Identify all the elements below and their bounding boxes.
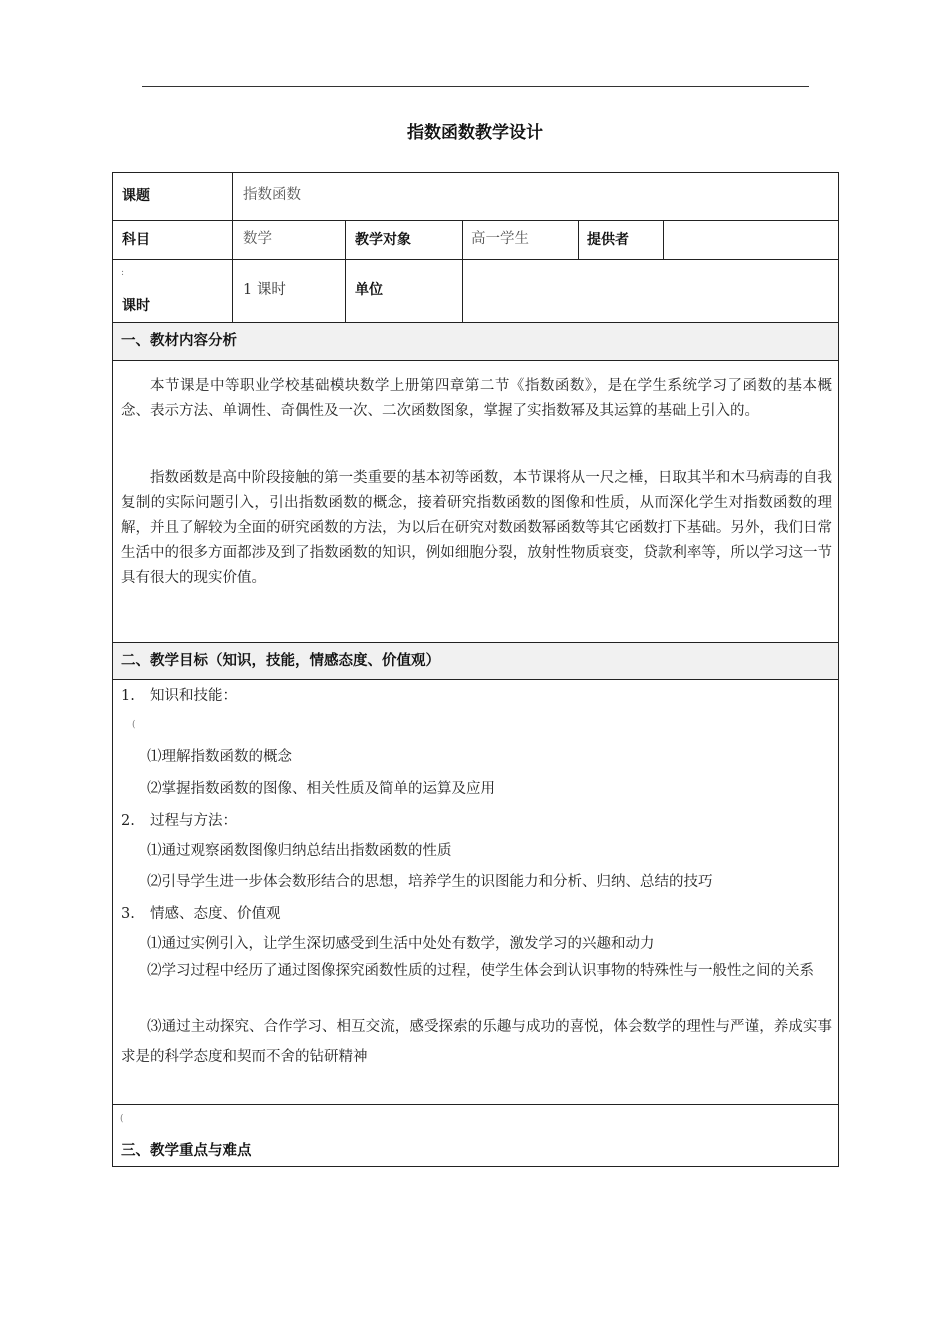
stray-mark: ( (132, 720, 136, 730)
row-divider (112, 360, 839, 361)
topic-label: 课题 (122, 188, 150, 204)
section2-heading: 二、教学目标（知识，技能，情感态度、价值观） (121, 653, 440, 669)
goal3-item: ⑶通过主动探究、合作学习、相互交流，感受探索的乐趣与成功的喜悦，体会数学的理性与严谨，养成实事求是的科学态度和契而不舍的钻研精神 (121, 1019, 832, 1065)
goal2-title: 过程与方法： (150, 813, 237, 829)
row-divider (112, 679, 839, 680)
goal1-item: ⑵掌握指数函数的图像、相关性质及简单的运算及应用 (147, 781, 495, 797)
goal1-number: 1. (121, 688, 135, 704)
header-rule (142, 86, 809, 87)
row-divider (112, 322, 839, 323)
audience-label: 教学对象 (355, 232, 411, 248)
goal1-item: ⑴理解指数函数的概念 (147, 749, 292, 765)
topic-value: 指数函数 (243, 187, 301, 203)
stray-mark: : (121, 268, 125, 278)
row-divider (112, 259, 839, 260)
goal3-number: 3. (121, 906, 135, 922)
goal3-title: 情感、态度、价值观 (150, 906, 281, 922)
row-divider (112, 220, 839, 221)
audience-value: 高一学生 (471, 231, 529, 247)
subject-value: 数学 (243, 231, 272, 247)
section3-heading: 三、教学重点与难点 (121, 1143, 252, 1159)
row-divider (112, 1104, 839, 1105)
goal2-item: ⑵引导学生进一步体会数形结合的思想，培养学生的识图能力和分析、归纳、总结的技巧 (147, 874, 713, 890)
page-title: 指数函数教学设计 (407, 123, 543, 143)
goal2-item: ⑴通过观察函数图像归纳总结出指数函数的性质 (147, 843, 452, 859)
col-divider (663, 220, 664, 259)
section1-paragraph: 本节课是中等职业学校基础模块数学上册第四章第二节《指数函数》，是在学生系统学习了函数的基本概念、表示方法、单调性、奇偶性及一次、二次函数图象，掌握了实指数幂及其运算的基础上引入的。 (121, 378, 832, 419)
col-divider (345, 220, 346, 322)
goal2-number: 2. (121, 813, 135, 829)
goal3-item: ⑵学习过程中经历了通过图像探究函数性质的过程，使学生体会到认识事物的特殊性与一般性之间的关系 (147, 963, 814, 979)
hours-label: 课时 (122, 298, 150, 314)
col-divider (462, 220, 463, 322)
provider-label: 提供者 (587, 232, 629, 248)
section1-heading: 一、教材内容分析 (121, 333, 237, 349)
unit-label: 单位 (355, 282, 383, 298)
section1-paragraph: 指数函数是高中阶段接触的第一类重要的基本初等函数，本节课将从一尺之棰，日取其半和木马病毒的自我复制的实际问题引入，引出指数函数的概念，接着研究指数函数的图像和性质，从而深化学生对指数函数的理解，并且了解较为全面的研究函数的方法，为以后在研究对数函数幂函数等其它函数打下基础。另外，我们日常生活中的很多方面都涉及到了指数函数的知识，例如细胞分裂，放射性物质衰变，贷款利率等，所以学习这一节具有很大的现实价值。 (121, 470, 832, 586)
hours-value: 1 课时 (243, 282, 286, 298)
stray-mark: ( (120, 1114, 124, 1124)
col-divider (232, 172, 233, 322)
col-divider (578, 220, 579, 259)
subject-label: 科目 (122, 232, 150, 248)
goal1-title: 知识和技能： (150, 688, 237, 704)
goal3-item: ⑴通过实例引入，让学生深切感受到生活中处处有数学，激发学习的兴趣和动力 (147, 936, 655, 952)
row-divider (112, 642, 839, 643)
